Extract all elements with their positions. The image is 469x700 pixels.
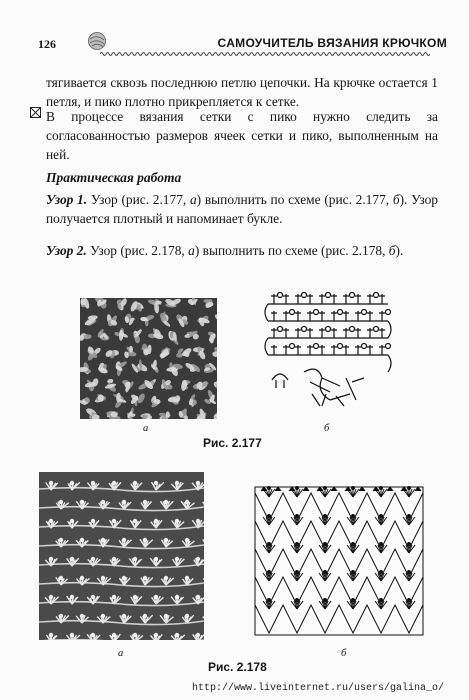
paragraph-continuation: тягивается сквозь последнюю петлю цепочки. На крючке остается 1 петля, и пико плотно прикрепляется к сетке. bbox=[46, 75, 438, 110]
pattern-2-paragraph bbox=[46, 241, 438, 260]
pattern-2-text: ) выполнить по схеме (рис. 2.178, bbox=[194, 243, 389, 258]
knit-sample-photo-2 bbox=[39, 472, 204, 640]
crochet-chart-2 bbox=[251, 483, 427, 640]
pattern-2-label: Узор 2. bbox=[46, 243, 87, 258]
figure-sublabel-b: б bbox=[324, 423, 330, 434]
ref-a: а bbox=[189, 192, 197, 207]
section-heading: Практическая работа bbox=[46, 170, 182, 185]
note-paragraph: В процессе вязания сетки с пико нужно следить за согласованностью размеров ячеек сетки и пико, выполненным на ней. bbox=[46, 109, 438, 163]
ref-b: б bbox=[392, 192, 400, 207]
pattern-1-text: ) выполнить по схеме (рис. 2.177, bbox=[196, 192, 393, 207]
ref-b: б bbox=[388, 243, 396, 258]
pattern-1-paragraph bbox=[46, 190, 438, 228]
knit-sample-photo-1 bbox=[80, 298, 217, 419]
pattern-2-text: ). bbox=[395, 243, 404, 258]
running-title: САМОУЧИТЕЛЬ ВЯЗАНИЯ КРЮЧКОМ bbox=[217, 36, 447, 50]
watermark-url: http://www.liveinternet.ru/users/galina_o/ bbox=[192, 683, 445, 694]
pattern-1-text: Узор (рис. 2.177, bbox=[87, 192, 190, 207]
yarn-ball-icon bbox=[87, 31, 107, 51]
pattern-1-text: ). Узор получается плотный и напоминает букле. bbox=[46, 192, 439, 227]
pattern-2-text: Узор (рис. 2.178, bbox=[86, 243, 189, 258]
figure-sublabel-b: б bbox=[341, 648, 347, 659]
figure-caption: Рис. 2.177 bbox=[203, 436, 262, 450]
crochet-chart-1 bbox=[260, 282, 393, 410]
figure-sublabel-a: а bbox=[118, 648, 124, 659]
ref-a: а bbox=[188, 243, 195, 258]
pattern-1-label: Узор 1. bbox=[46, 192, 88, 207]
header-rule-ornament bbox=[100, 51, 430, 57]
page-number: 126 bbox=[38, 37, 56, 51]
figure-caption: Рис. 2.178 bbox=[208, 660, 267, 674]
note-box-icon bbox=[30, 107, 41, 118]
figure-sublabel-a: а bbox=[143, 423, 149, 434]
